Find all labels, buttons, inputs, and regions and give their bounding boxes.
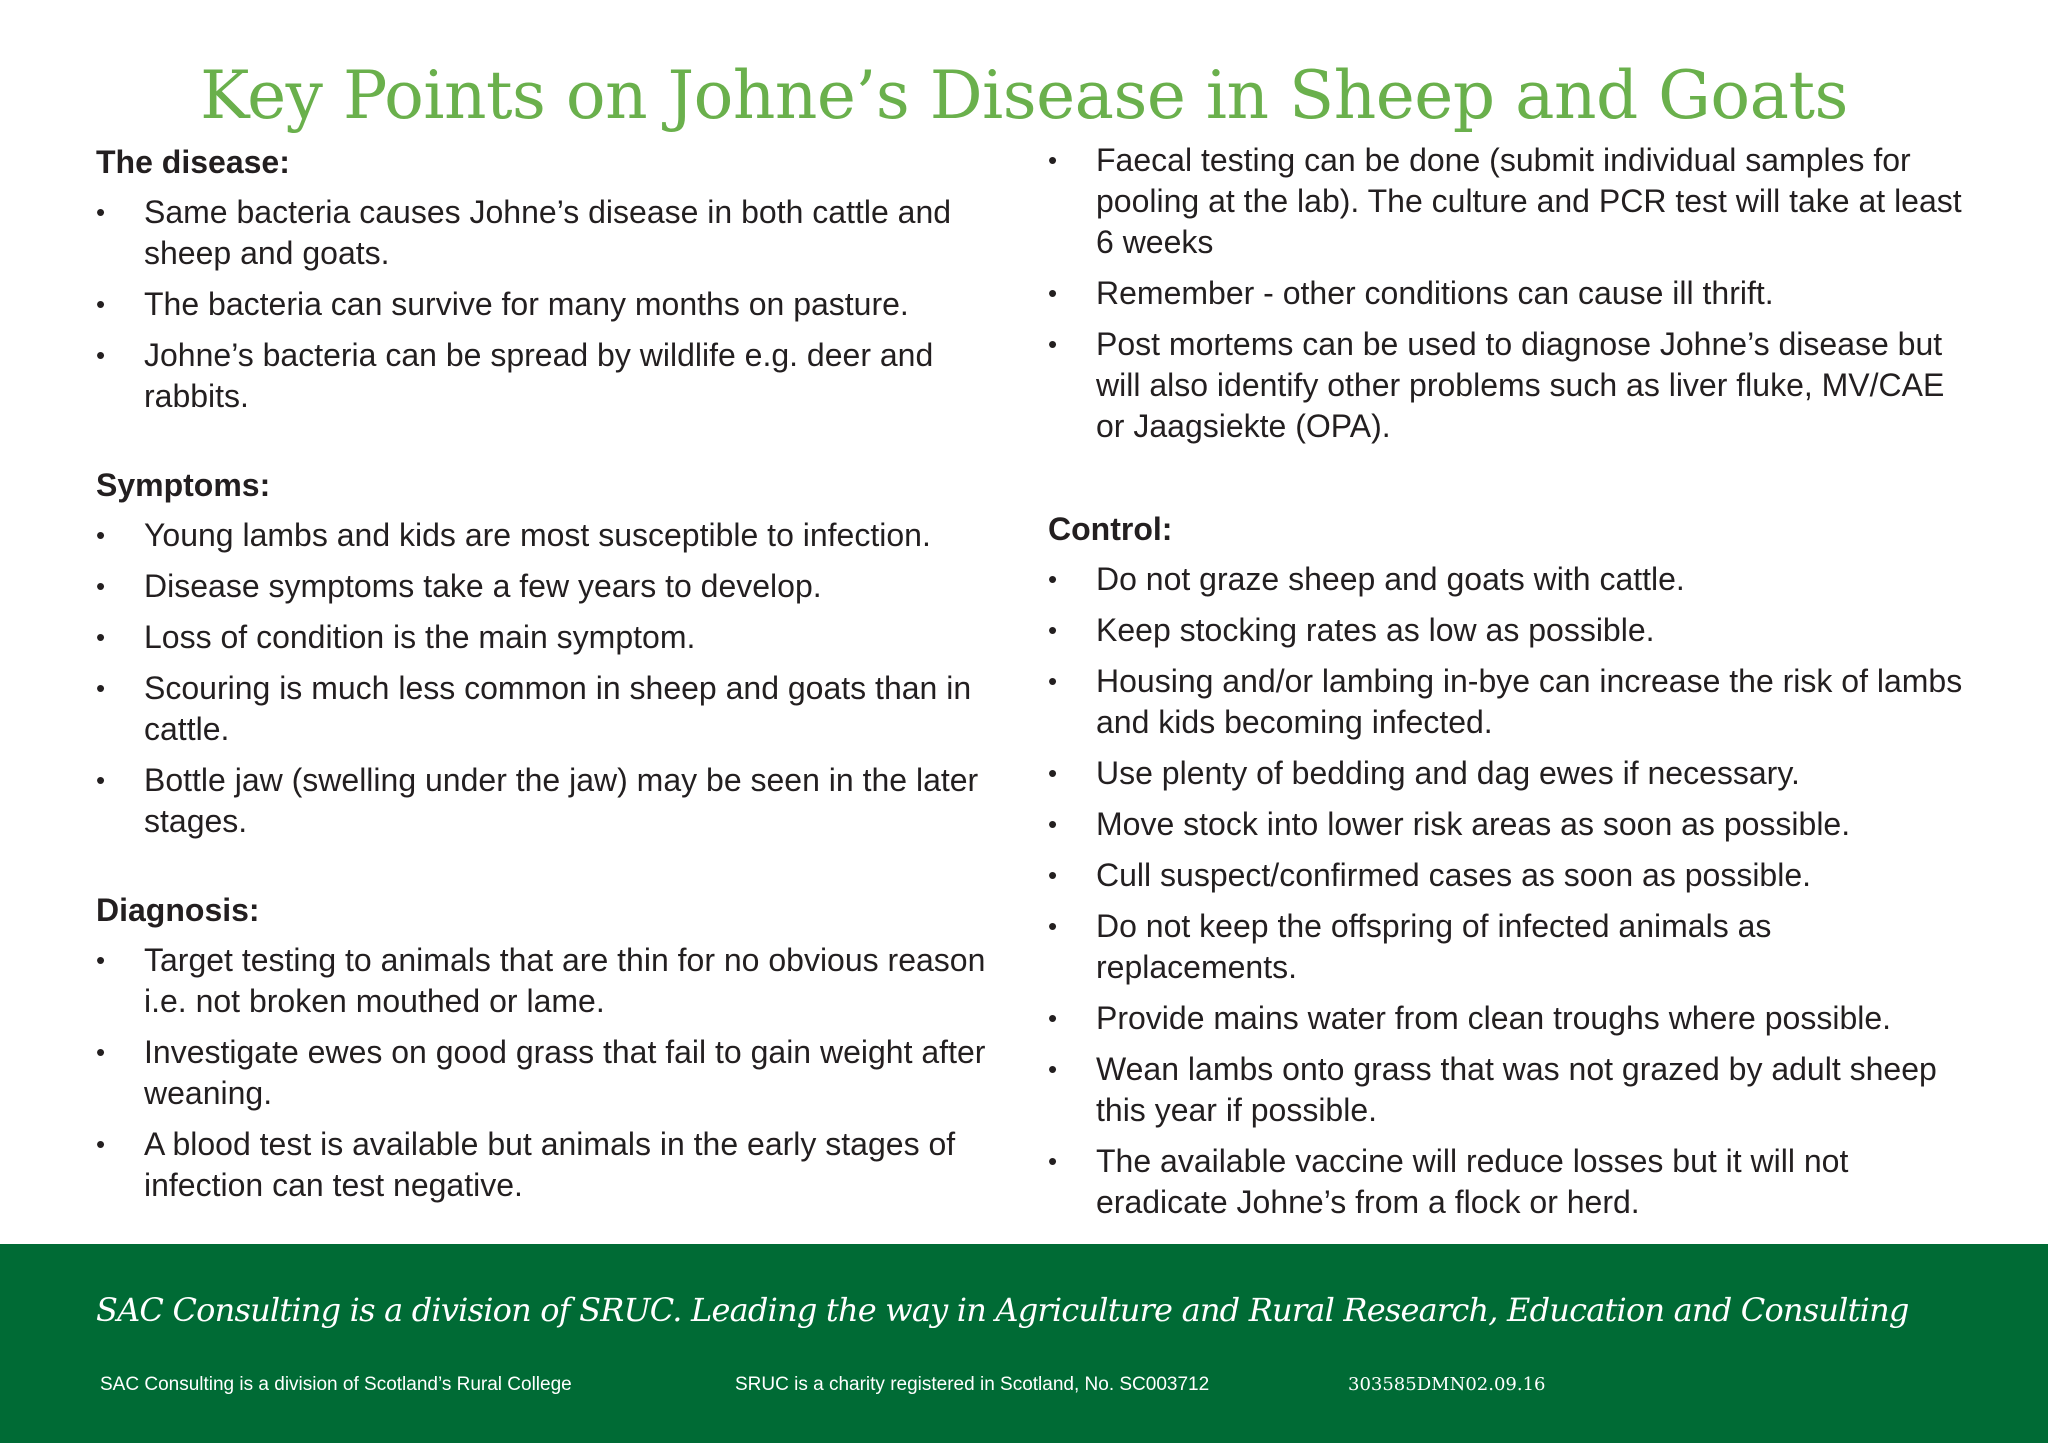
bullet-list-the-disease: [96, 192, 1016, 417]
list-item-text: Young lambs and kids are most susceptible to infection.: [144, 517, 931, 553]
bullet-dot-icon: •: [96, 1129, 106, 1159]
section-heading-diagnosis: Diagnosis:: [96, 892, 260, 928]
left-column: [96, 140, 1016, 1252]
bullet-dot-icon: •: [96, 1037, 106, 1067]
list-item: [1048, 661, 1968, 743]
section-diagnosis-continued: [1048, 140, 1968, 447]
list-item: [1048, 140, 1968, 263]
list-item: [96, 192, 1016, 274]
footer-banner: [0, 1244, 2048, 1443]
bullet-list-diagnosis: [96, 940, 1016, 1206]
footer-charity-note: SRUC is a charity registered in Scotland, No. SC003712: [735, 1374, 1210, 1395]
list-item: [96, 335, 1016, 417]
bullet-dot-icon: •: [1048, 666, 1058, 696]
list-item: [1048, 1049, 1968, 1131]
bullet-dot-icon: •: [1048, 860, 1058, 890]
section-heading-the-disease: The disease:: [96, 144, 290, 180]
list-item-text: The available vaccine will reduce losses but it will not eradicate Johne’s from a flock or herd.: [1096, 1143, 1849, 1220]
list-item: [1048, 998, 1968, 1039]
bullet-dot-icon: •: [1048, 329, 1058, 359]
list-item-text: Bottle jaw (swelling under the jaw) may be seen in the later stages.: [144, 762, 979, 839]
list-item: [96, 940, 1016, 1022]
list-item-text: Same bacteria causes Johne’s disease in both cattle and sheep and goats.: [144, 194, 952, 271]
list-item-text: Remember - other conditions can cause ill thrift.: [1096, 275, 1774, 311]
list-item-text: Faecal testing can be done (submit individual samples for pooling at the lab). The culture and PCR test will take at least 6 weeks: [1096, 142, 1962, 260]
bullet-dot-icon: •: [1048, 809, 1058, 839]
section-diagnosis: [96, 888, 1016, 1206]
list-item: [96, 617, 1016, 658]
list-item: [1048, 324, 1968, 447]
right-column: [1048, 140, 1968, 1269]
list-item-text: Cull suspect/confirmed cases as soon as possible.: [1096, 857, 1812, 893]
bullet-dot-icon: •: [96, 340, 106, 370]
list-item: [96, 566, 1016, 607]
list-item: [96, 515, 1016, 556]
list-item-text: Housing and/or lambing in-bye can increase the risk of lambs and kids becoming infected.: [1096, 663, 1963, 740]
bullet-dot-icon: •: [1048, 145, 1058, 175]
bullet-dot-icon: •: [96, 520, 106, 550]
list-item-text: Provide mains water from clean troughs where possible.: [1096, 1000, 1892, 1036]
bullet-dot-icon: •: [1048, 1003, 1058, 1033]
bullet-dot-icon: •: [96, 945, 106, 975]
section-control: [1048, 507, 1968, 1223]
list-item-text: A blood test is available but animals in the early stages of infection can test negative.: [144, 1126, 956, 1203]
bullet-list-control: [1048, 559, 1968, 1223]
section-heading-control: Control:: [1048, 511, 1173, 547]
list-item-text: Move stock into lower risk areas as soon as possible.: [1096, 806, 1851, 842]
bullet-dot-icon: •: [1048, 1146, 1058, 1176]
bullet-dot-icon: •: [96, 571, 106, 601]
list-item-text: Target testing to animals that are thin for no obvious reason i.e. not broken mouthed or lame.: [144, 942, 986, 1019]
page-title: Key Points on Johne’s Disease in Sheep and Goats: [200, 57, 1848, 134]
bullet-dot-icon: •: [96, 765, 106, 795]
bullet-dot-icon: •: [96, 622, 106, 652]
bullet-dot-icon: •: [96, 197, 106, 227]
bullet-dot-icon: •: [1048, 615, 1058, 645]
list-item: [1048, 273, 1968, 314]
bullet-dot-icon: •: [1048, 911, 1058, 941]
bullet-dot-icon: •: [1048, 278, 1058, 308]
list-item: [96, 284, 1016, 325]
list-item-text: Do not keep the offspring of infected animals as replacements.: [1096, 908, 1772, 985]
bullet-dot-icon: •: [1048, 758, 1058, 788]
list-item: [96, 760, 1016, 842]
list-item: [96, 1124, 1016, 1206]
list-item-text: Keep stocking rates as low as possible.: [1096, 612, 1655, 648]
list-item: [96, 668, 1016, 750]
bullet-dot-icon: •: [1048, 564, 1058, 594]
list-item-text: Do not graze sheep and goats with cattle.: [1096, 561, 1685, 597]
footer-reference-code: 303585DMN02.09.16: [1348, 1374, 1546, 1395]
list-item: [1048, 855, 1968, 896]
list-item: [1048, 559, 1968, 600]
list-item-text: Post mortems can be used to diagnose Johne’s disease but will also identify other problems such as liver fluke, MV/CAE or Jaagsiekte (OPA).: [1096, 326, 1945, 444]
list-item-text: Loss of condition is the main symptom.: [144, 619, 696, 655]
bullet-dot-icon: •: [1048, 1054, 1058, 1084]
list-item-text: Johne’s bacteria can be spread by wildlife e.g. deer and rabbits.: [144, 337, 934, 414]
list-item-text: The bacteria can survive for many months on pasture.: [144, 286, 909, 322]
list-item-text: Scouring is much less common in sheep and goats than in cattle.: [144, 670, 972, 747]
bullet-list-diagnosis-continued: [1048, 140, 1968, 447]
bullet-list-symptoms: [96, 515, 1016, 842]
section-heading-symptoms: Symptoms:: [96, 467, 271, 503]
section-symptoms: [96, 463, 1016, 842]
list-item-text: Investigate ewes on good grass that fail to gain weight after weaning.: [144, 1034, 986, 1111]
list-item-text: Disease symptoms take a few years to develop.: [144, 568, 822, 604]
list-item: [1048, 906, 1968, 988]
list-item: [1048, 1141, 1968, 1223]
bullet-dot-icon: •: [96, 673, 106, 703]
bullet-dot-icon: •: [96, 289, 106, 319]
list-item: [1048, 610, 1968, 651]
section-the-disease: [96, 140, 1016, 417]
list-item: [1048, 804, 1968, 845]
list-item: [96, 1032, 1016, 1114]
list-item-text: Wean lambs onto grass that was not grazed by adult sheep this year if possible.: [1096, 1051, 1937, 1128]
footer-division-note: SAC Consulting is a division of Scotland’s Rural College: [100, 1374, 572, 1395]
footer-tagline: SAC Consulting is a division of SRUC. Leading the way in Agriculture and Rural Research, Education and Consulting: [96, 1291, 1909, 1329]
list-item: [1048, 753, 1968, 794]
list-item-text: Use plenty of bedding and dag ewes if necessary.: [1096, 755, 1800, 791]
